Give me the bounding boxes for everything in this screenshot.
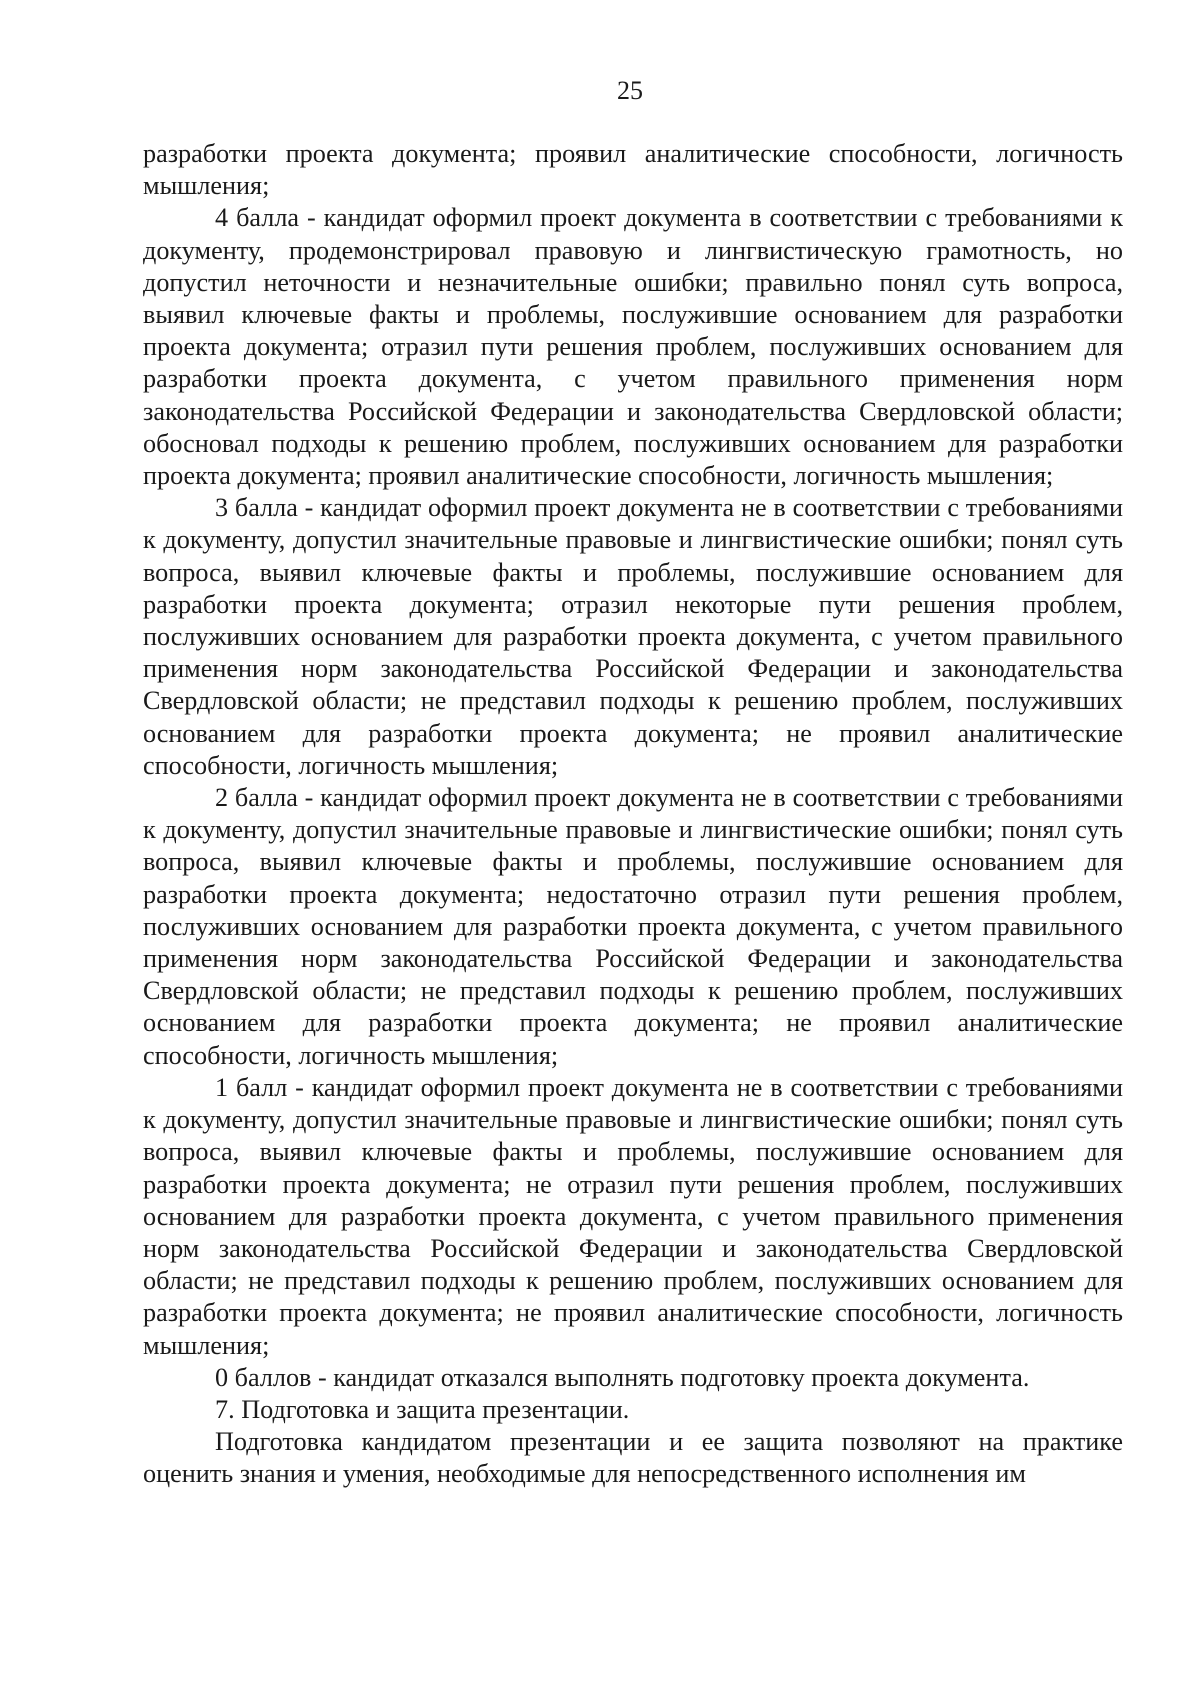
page-number: 25	[617, 76, 643, 105]
section-heading-presentation: 7. Подготовка и защита презентации.	[215, 1394, 630, 1424]
paragraph-score-4: 4 балла - кандидат оформил проект документа в соответствии с требованиями к документу, продемонстрировал правовую и лингвистическую грамотность, но допустил неточности и незначительные ошибки; правильно понял суть вопроса, выявил ключевые факты и проблемы, послужившие основанием для разработки проекта документа; отразил пути решения проблем, послуживших основанием для разработки проекта документа, с учетом правильного применения норм законодательства Российской Федерации и законодательства Свердловской области; обосновал подходы к решению проблем, послуживших основанием для разработки проекта документа; проявил аналитические способности, логичность мышления;	[143, 203, 1123, 491]
paragraph-score-3: 3 балла - кандидат оформил проект документа не в соответствии с требованиями к документу, допустил значительные правовые и лингвистические ошибки; понял суть вопроса, выявил ключевые факты и проблемы, послужившие основанием для разработки проекта документа; отразил некоторые пути решения проблем, послуживших основанием для разработки проекта документа, с учетом правильного применения норм законодательства Российской Федерации и законодательства Свердловской области; не представил подходы к решению проблем, послуживших основанием для разработки проекта документа; не проявил аналитические способности, логичность мышления;	[143, 493, 1123, 780]
paragraph-score-1: 1 балл - кандидат оформил проект документа не в соответствии с требованиями к документу, допустил значительные правовые и лингвистические ошибки; понял суть вопроса, выявил ключевые факты и проблемы, послужившие основанием для разработки проекта документа; не отразил пути решения проблем, послуживших основанием для разработки проекта документа, с учетом правильного применения норм законодательства Российской Федерации и законодательства Свердловской области; не представил подходы к решению проблем, послуживших основанием для разработки проекта документа; не проявил аналитические способности, логичность мышления;	[143, 1072, 1123, 1360]
paragraph-score-0: 0 баллов - кандидат отказался выполнять подготовку проекта документа.	[215, 1362, 1030, 1392]
paragraph-score-2: 2 балла - кандидат оформил проект документа не в соответствии с требованиями к документу, допустил значительные правовые и лингвистические ошибки; понял суть вопроса, выявил ключевые факты и проблемы, послужившие основанием для разработки проекта документа; недостаточно отразил пути решения проблем, послуживших основанием для разработки проекта документа, с учетом правильного применения норм законодательства Российской Федерации и законодательства Свердловской области; не представил подходы к решению проблем, послуживших основанием для разработки проекта документа; не проявил аналитические способности, логичность мышления;	[143, 783, 1123, 1070]
document-body	[143, 138, 1123, 1491]
paragraph-presentation-intro: Подготовка кандидатом презентации и ее защита позволяют на практике оценить знания и умения, необходимые для непосредственного исполнения им	[143, 1427, 1123, 1489]
paragraph-continuation: разработки проекта документа; проявил аналитические способности, логичность мышления;	[143, 139, 1123, 201]
